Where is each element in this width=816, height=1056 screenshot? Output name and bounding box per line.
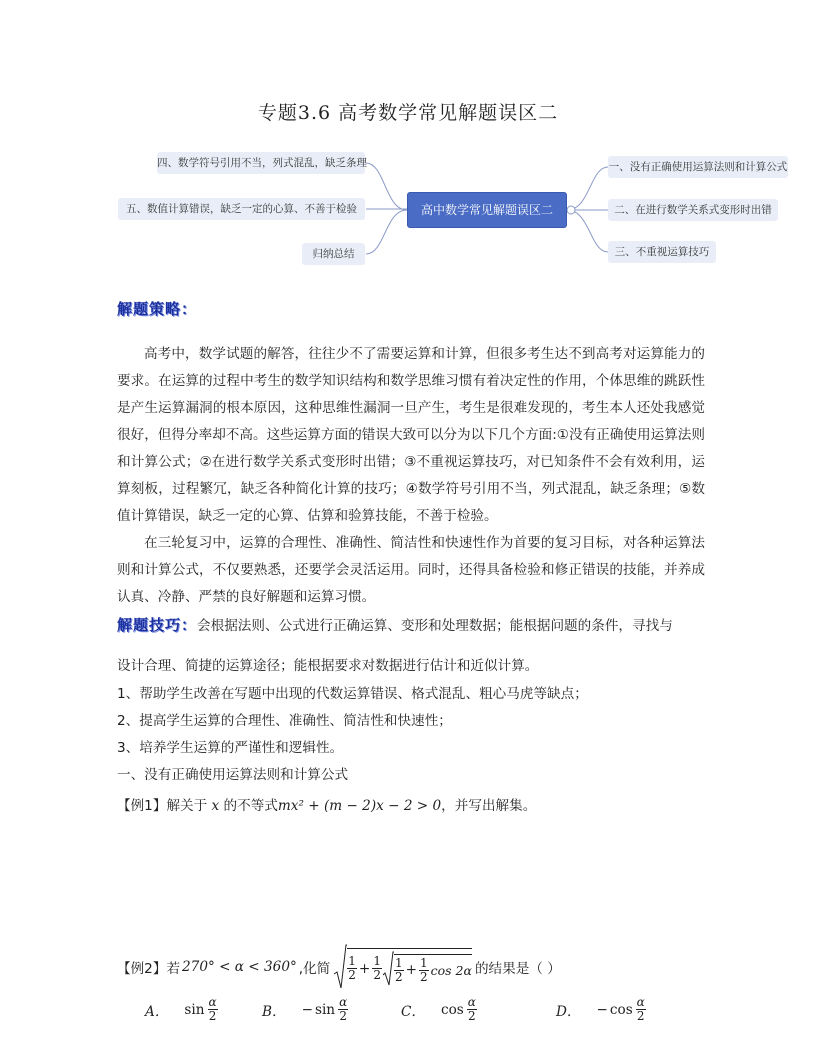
mindmap-node-right-2: 二、在进行数学关系式变形时出错: [608, 199, 778, 221]
option-d-letter: D．: [556, 1003, 581, 1020]
half-fraction-2: $\frac{1}{2}$: [373, 954, 381, 982]
skills-label: 解题技巧：: [117, 616, 198, 634]
mindmap-node-left-3: 归纳总结: [302, 243, 365, 265]
option-c-fn: cos: [441, 1001, 464, 1018]
page-title: 专题3.6 高考数学常见解题误区二: [257, 102, 559, 124]
example-2-range: 270° < α < 360°: [182, 959, 297, 975]
option-c-letter: C．: [401, 1003, 425, 1020]
mindmap-node-left-2: 五、数值计算错误，缺乏一定的心算、不善于检验: [118, 198, 365, 220]
skills-line-1: [117, 614, 673, 635]
example-1-var: x: [211, 798, 220, 814]
example-2-pre: 若: [166, 961, 181, 977]
strategy-paragraph-2: 在三轮复习中，运算的合理性、准确性、简洁性和快速性作为首要的复习目标，对各种运算法则和计算公式，不仅要熟悉，还要学会灵活运用。同时，还得具备检验和修正错误的技能，并养成认真、冷静、严禁的良好解题和运算习惯。: [117, 535, 705, 605]
example-1-mid: 的不等式: [223, 798, 278, 814]
skills-text-2: 设计合理、简捷的运算途径；能根据要求对数据进行估计和近似计算。: [117, 658, 539, 674]
example-1-post: ，并写出解集。: [441, 798, 537, 814]
mindmap-node-right-3: 三、不重视运算技巧: [608, 241, 716, 263]
option-a-letter: A．: [145, 1003, 169, 1020]
strategy-paragraph-1: 高考中，数学试题的解答，往往少不了需要运算和计算，但很多考生达不到高考对运算能力的要求。在运算的过程中考生的数学知识结构和数学思维习惯有着决定性的作用，个体思维的跳跃性是产生运算漏洞的根本原因，这种思维性漏洞一旦产生，考生是很难发现的，考生本人还处我感觉很好，但得分率却不高。这些运算方面的错误大致可以分为以下几个方面:①没有正确使用运算法则和计算公式；②在进行数学关系式变形时出错；③不重视运算技巧，对已知条件不会有效利用，运算刻板，过程繁冗，缺乏各种简化计算的技巧；④数学符号引用不当，列式混乱，缺乏条理；⑤数值计算错误，缺乏一定的心算、估算和验算技能，不善于检验。: [117, 346, 705, 524]
option-a: [145, 996, 218, 1023]
option-b-frac: $\frac{\alpha}{2}$: [339, 995, 348, 1023]
option-b: [262, 996, 348, 1023]
option-d: [556, 996, 646, 1023]
example-2-mid: ,化简: [298, 961, 331, 977]
option-b-sign: −: [301, 1001, 313, 1018]
option-c-frac: $\frac{\alpha}{2}$: [467, 995, 476, 1023]
inner-radical-icon: [382, 951, 394, 987]
mindmap-center-node: 高中数学常见解题误区二: [407, 192, 567, 228]
option-b-fn: sin: [314, 1001, 336, 1018]
skills-item-2: 2、提高学生运算的合理性、准确性、简洁性和快速性；: [117, 713, 452, 729]
option-a-frac: $\frac{\alpha}{2}$: [208, 995, 217, 1023]
strategy-label: 解题策略：: [117, 300, 198, 318]
half-fraction-1: $\frac{1}{2}$: [348, 954, 356, 982]
example-1-tag: 【例1】: [117, 798, 167, 814]
skills-text-1: 会根据法则、公式进行正确运算、变形和处理数据；能根据问题的条件，寻找与: [197, 618, 673, 634]
example-1-formula: mx² + (m − 2)x − 2 > 0: [277, 798, 442, 814]
option-a-fn: sin: [184, 1001, 205, 1018]
example-1-pre: 解关于: [166, 798, 208, 814]
nested-radical-expression: $\frac{1}{2}$ + $\frac{1}{2}$ $\frac{1}{2}$ + $\frac{1}{2}$ cos 2α: [333, 944, 472, 990]
option-b-letter: B．: [262, 1003, 286, 1020]
half-fraction-3: $\frac{1}{2}$: [394, 955, 403, 984]
cos-term: cos 2α: [430, 962, 472, 978]
half-fraction-4: $\frac{1}{2}$: [419, 955, 428, 984]
section-heading-1: 一、没有正确使用运算法则和计算公式: [117, 767, 349, 783]
mindmap-node-left-1: 四、数学符号引用不当，列式混乱，缺乏条理: [157, 152, 365, 174]
option-c: [401, 996, 477, 1023]
skills-item-1: 1、帮助学生改善在写题中出现的代数运算错误、格式混乱、粗心马虎等缺点；: [117, 686, 588, 702]
example-2-tag: 【例2】: [117, 961, 167, 977]
example-2-post: 的结果是（ ）: [474, 961, 561, 977]
mindmap-node-right-1: 一、没有正确使用运算法则和计算公式: [608, 156, 788, 178]
option-d-frac: $\frac{\alpha}{2}$: [636, 995, 645, 1023]
example-2: [117, 944, 561, 990]
option-d-fn: cos: [609, 1001, 633, 1018]
outer-radical-icon: [333, 944, 347, 990]
skills-item-3: 3、培养学生运算的严谨性和逻辑性。: [117, 740, 344, 756]
example-1: [117, 794, 536, 814]
option-d-sign: −: [596, 1001, 608, 1018]
